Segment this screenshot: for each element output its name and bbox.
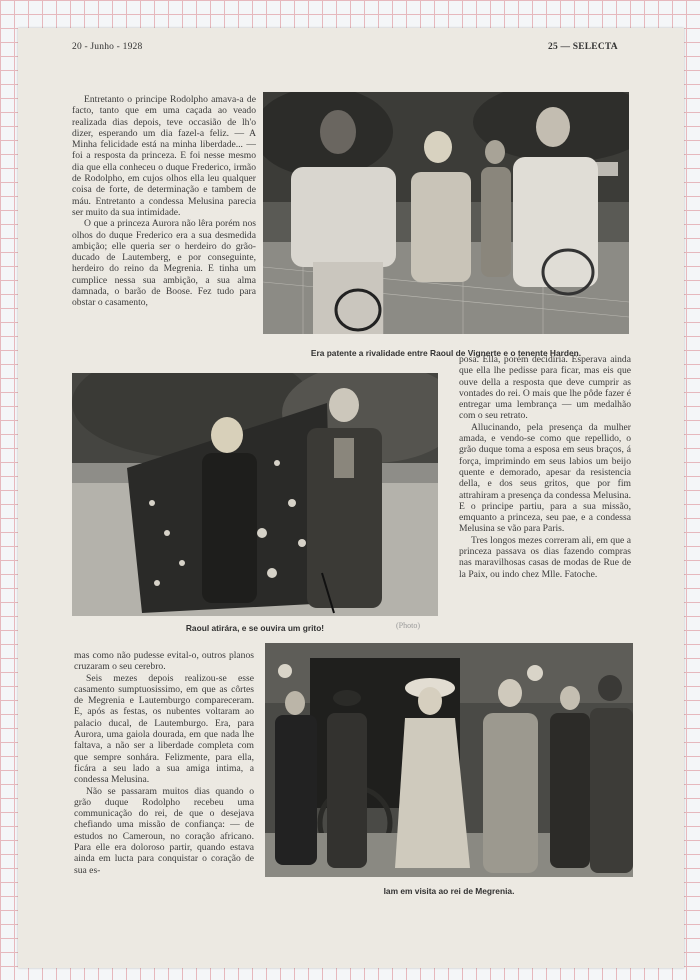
paragraph: mas como não pudesse evital-o, outros planos cruzaram o seu cerebro.: [74, 650, 254, 673]
article-column-top-left: [72, 94, 256, 352]
photo-caption-tennis: Era patente a rivalidade entre Raoul de Vignerte e o tenente Harden.: [310, 348, 582, 358]
photo-tennis-scene: [263, 92, 629, 334]
issue-date: 20 - Junho - 1928: [72, 42, 143, 52]
article-column-middle-right: [459, 354, 631, 630]
paragraph: O que a princeza Aurora não lêra porém nos olhos do duque Frederico era a sua desmedida ambição; elle queria ser o herdeiro do grão-ducado de Lautemberg, e por conseguinte, herdeiro do reino da Megrenia. E tinha um cumplice nessa sua ambição, a sua alma damnada, o barão de Boose. Fez tudo para obstar o casamento,: [72, 218, 256, 309]
paragraph: Seis mezes depois realizou-se esse casamento sumptuosissimo, em que as côrtes de Megrenia e Lautemburgo compareceram. E, após as festas, os nubentes voltaram ao palacio ducal, de Lautemburgo. Era, para Aurora, uma gaiola dourada, em que nada lhe faltava, a não ser a liberdade completa com que sempre sonhára. Felizmente, para ella, ficára a seu lado a sua amiga intima, a condessa Melusina.: [74, 672, 254, 786]
paragraph: posa. Ella, porém decidiria. Esperava ainda que ella lhe pedisse para ficar, mas eis que ouve della a resposta que deve cumprir as vontades do rei. O mais que lhe pôde fazer é entregar uma lembrança — um medalhão com o seu retrato.: [459, 354, 631, 422]
paragraph: Tres longos mezes correram ali, em que a princeza passava os dias fazendo compras nas maravilhosas casas de modas de Rue de la Paix, ou indo chez Mlle. Fatoche.: [459, 534, 631, 580]
paragraph: Allucinando, pela presença da mulher amada, e vendo-se como que repellido, o grão duque toma a esposa em seus braços, á força, imprimindo em seus labios um beijo quente e demorado, apesar da resistencia della, e dos seus gritos, que por fim attrahiram a presença da condessa Melusina. E o principe partiu, para a sua missão, emquanto a princeza, seu pae, e a condessa Melusina se vão para Paris.: [459, 421, 631, 535]
paragraph: Entretanto o principe Rodolpho amava-a de facto, tanto que em uma caçada ao veado realizada dias depois, teve occasião de lh'o dizer, esperando um dia fazel-a feliz. — A Minha felicidade está na minha liberdade... — foi a resposta da princeza. E foi nesse mesmo dia que ella conheceu o duque Frederico, irmão de Rodolpho, em cujos olhos ella leu qualquer coisa de forte, de determinação e tambem de máu. Entretanto a condessa Melusina parecia ser muito da sua intimidade.: [72, 94, 256, 218]
photo-caption-shawl: Raoul atirára, e se ouvira um grito!: [185, 623, 325, 633]
faint-stamp: (Photo): [396, 621, 420, 630]
photo-royal-visit: [265, 643, 633, 877]
article-column-bottom-left: [74, 650, 254, 902]
paragraph: Não se passaram muitos dias quando o grão duque Rodolpho recebeu uma communicação do rei, de que o desejava chefiando uma missão de confiança: — de estudos no Cameroun, no coração africano. Para elle era doloroso partir, quando estava ainda em lucta para conquistar o coração de sua es-: [74, 785, 254, 876]
photo-caption-royal-visit: Iam em visita ao rei de Megrenia.: [383, 886, 515, 896]
page-number-title: 25 — SELECTA: [548, 42, 618, 52]
photo-shawl-scene: [72, 373, 438, 616]
